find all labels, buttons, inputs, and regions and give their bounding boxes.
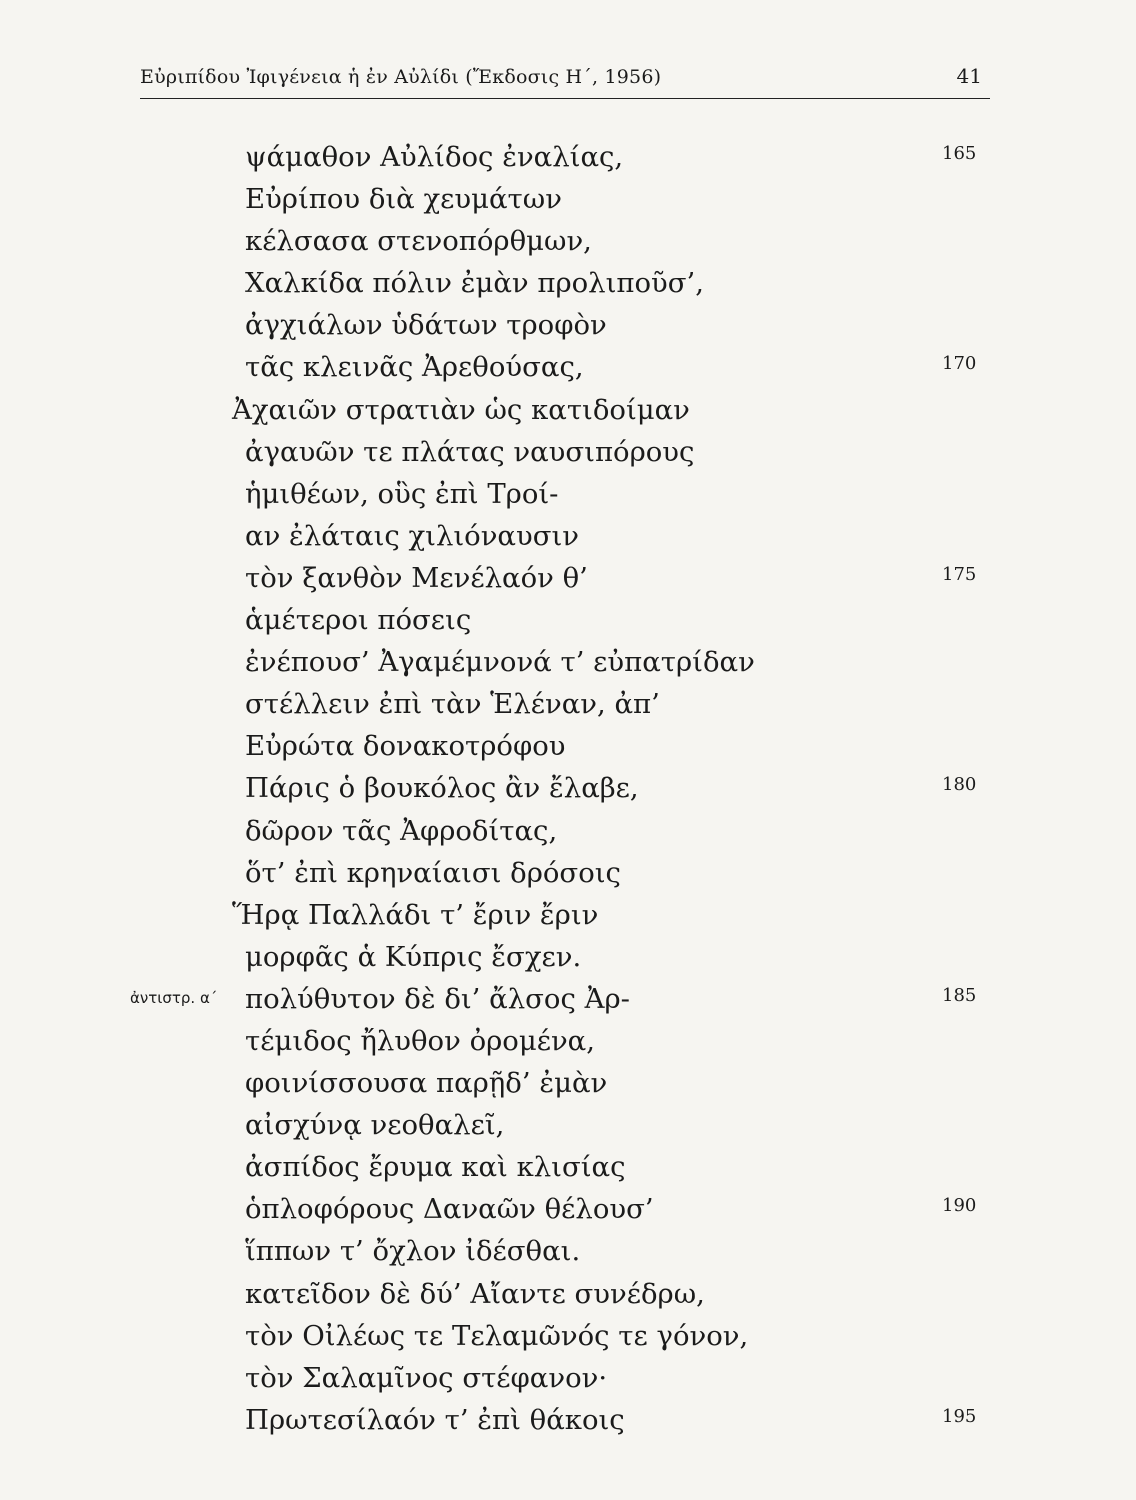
verse-line (0, 936, 1136, 978)
verse-line-text: κέλσασα στενοπόρθμων, (245, 225, 592, 258)
page-number: 41 (956, 64, 982, 88)
line-number: 195 (942, 1405, 977, 1427)
line-number: 170 (942, 353, 977, 375)
verse-line (0, 346, 1136, 388)
verse-line-text: αν ἐλάταις χιλιόναυσιν (245, 519, 579, 552)
verse-line-text: δῶρον τᾶς Ἀφροδίτας, (245, 814, 558, 847)
verse-line (0, 641, 1136, 683)
verse-line (0, 894, 1136, 936)
verse-line (0, 599, 1136, 641)
verse-line-text: φοινίσσουσα παρῇδ’ ἐμὰν (245, 1067, 608, 1100)
verse-line-text: τέμιδος ἤλυθον ὀρομένα, (245, 1024, 595, 1057)
verse-line (0, 1357, 1136, 1399)
verse-line (0, 178, 1136, 220)
verse-line (0, 515, 1136, 557)
verse-line-text: ἵππων τ’ ὄχλον ἰδέσθαι. (245, 1235, 581, 1268)
strophe-label: ἀντιστρ. α΄ (130, 988, 218, 1007)
verse-line (0, 136, 1136, 178)
verse-line-text: Εὐρώτα δονακοτρόφου (245, 730, 566, 763)
line-number: 165 (942, 143, 977, 164)
verse-line (0, 1146, 1136, 1188)
verse-line-text: Πρωτεσίλαόν τ’ ἐπὶ θάκοις (245, 1403, 625, 1436)
verse-line-text: Ἥρᾳ Παλλάδι τ’ ἔριν ἔριν (232, 898, 599, 931)
verse-line (0, 304, 1136, 346)
running-header (140, 62, 990, 99)
verse-line-text: ἀσπίδος ἔρυμα καὶ κλισίας (245, 1151, 626, 1184)
verse-line-text: ὁπλοφόρους Δαναῶν θέλουσ’ (245, 1193, 654, 1226)
verse-line (0, 1188, 1136, 1230)
verse-line (0, 1104, 1136, 1146)
verse-line (0, 1399, 1136, 1441)
verse-line-text: πολύθυτον δὲ δι’ ἄλσος Ἀρ- (245, 982, 630, 1015)
verse-line-text: ἀγχιάλων ὑδάτων τροφὸν (245, 309, 607, 342)
verse-line (0, 557, 1136, 599)
verse-line-text: τὸν ξανθὸν Μενέλαόν θ’ (245, 561, 588, 594)
verse-line (0, 1020, 1136, 1062)
verse-line (0, 1230, 1136, 1272)
verse-line-text: τὸν Σαλαμῖνος στέφανον· (245, 1361, 608, 1394)
verse-line (0, 767, 1136, 809)
verse-line (0, 473, 1136, 515)
verse-line-text: κατεῖδον δὲ δύ’ Αἴαντε συνέδρω, (245, 1277, 705, 1310)
verse-line-text: στέλλειν ἐπὶ τὰν Ἑλέναν, ἀπ’ (245, 688, 660, 721)
verse-line (0, 852, 1136, 894)
line-number: 190 (942, 1195, 977, 1217)
verse-text (0, 136, 1136, 1441)
line-number: 185 (942, 984, 977, 1006)
verse-line-text: μορφᾶς ἁ Κύπρις ἔσχεν. (245, 940, 582, 973)
verse-line (0, 978, 1136, 1020)
verse-line-text: ἡμιθέων, οὓς ἐπὶ Τροί- (245, 477, 559, 510)
verse-line (0, 1273, 1136, 1315)
verse-line-text: τὸν Οἰλέως τε Τελαμῶνός τε γόνον, (245, 1319, 749, 1352)
verse-line-text: Ἀχαιῶν στρατιὰν ὡς κατιδοίμαν (232, 393, 690, 426)
verse-line (0, 1062, 1136, 1104)
verse-line-text: ψάμαθον Αὐλίδος ἐναλίας, (245, 141, 624, 173)
running-title: Εὐριπίδου Ἰφιγένεια ἡ ἐν Αὐλίδι (Ἔκδοσις Η΄, 1956) (140, 66, 662, 88)
line-number: 180 (942, 774, 977, 796)
verse-line (0, 683, 1136, 725)
verse-line (0, 725, 1136, 767)
verse-line-text: Εὐρίπου διὰ χευμάτων (245, 183, 562, 216)
verse-line-text: ἐνέπουσ’ Ἀγαμέμνονά τ’ εὐπατρίδαν (245, 646, 755, 679)
verse-line (0, 810, 1136, 852)
verse-line-text: τᾶς κλεινᾶς Ἀρεθούσας, (245, 351, 584, 384)
verse-line-text: ἀγαυῶν τε πλάτας ναυσιπόρους (245, 435, 695, 468)
verse-line-text: ἁμέτεροι πόσεις (245, 604, 472, 637)
verse-line (0, 262, 1136, 304)
verse-line-text: ὅτ’ ἐπὶ κρηναίαισι δρόσοις (245, 856, 621, 889)
verse-line-text: Πάρις ὁ βουκόλος ἂν ἔλαβε, (245, 772, 639, 805)
verse-line (0, 1315, 1136, 1357)
verse-line-text: αἰσχύνᾳ νεοθαλεῖ, (245, 1109, 505, 1142)
verse-line (0, 431, 1136, 473)
line-number: 175 (942, 563, 977, 585)
verse-line (0, 220, 1136, 262)
verse-line (0, 389, 1136, 431)
verse-line-text: Χαλκίδα πόλιν ἐμὰν προλιποῦσ’, (245, 267, 704, 300)
